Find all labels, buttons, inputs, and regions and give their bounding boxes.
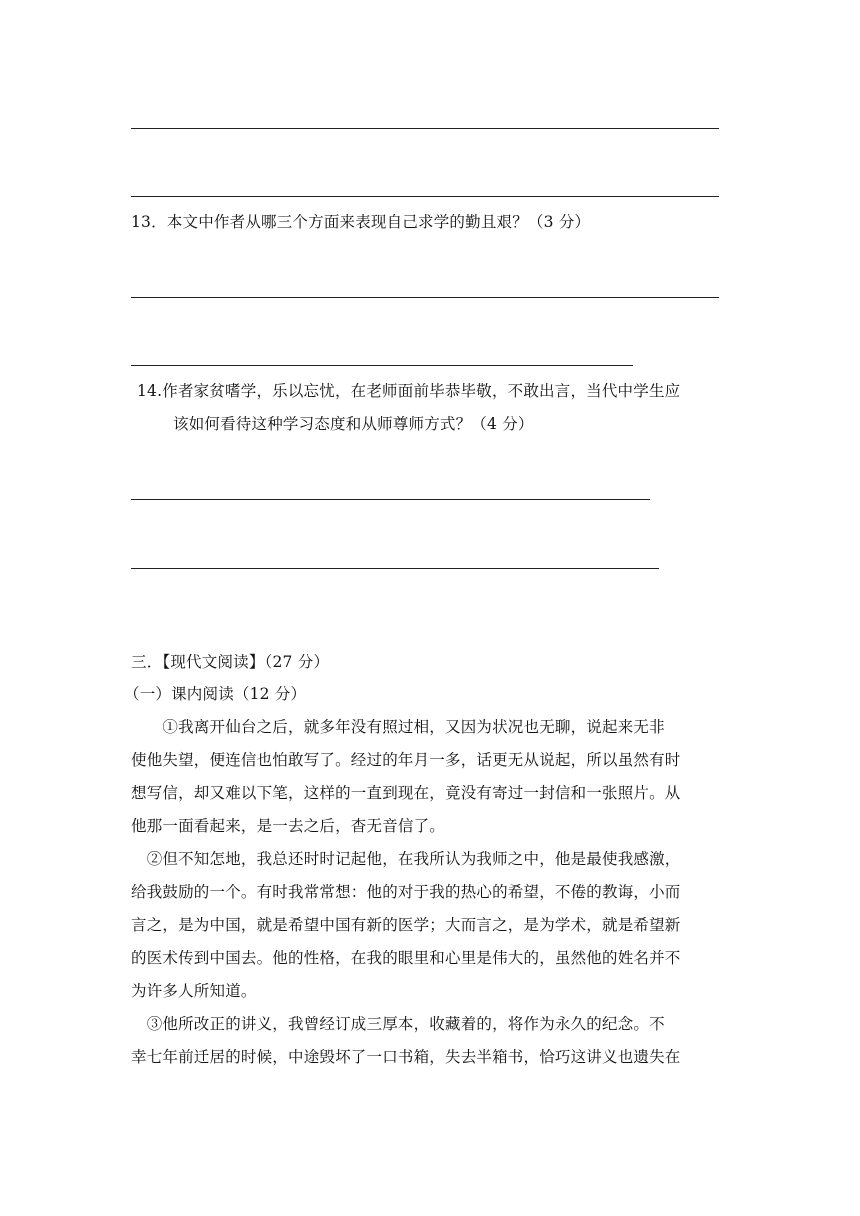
answer-line xyxy=(131,196,719,197)
passage-line: 为许多人所知道。 xyxy=(131,982,257,1000)
passage-line: 使他失望，便连信也怕敢写了。经过的年月一多，话更无从说起，所以虽然有时 xyxy=(131,751,681,769)
passage-line: ①我离开仙台之后，就多年没有照过相，又因为状况也无聊，说起来无非 xyxy=(131,718,665,736)
question-14-line-2: 该如何看待这种学习态度和从师尊师方式？（4 分） xyxy=(173,415,534,433)
section-subheading: （一）课内阅读（12 分） xyxy=(124,685,307,703)
passage-line: ②但不知怎地，我总还时时记起他，在我所认为我师之中，他是最使我感激， xyxy=(131,850,681,868)
answer-line xyxy=(131,297,719,298)
section-heading: 三．【现代文阅读】（27 分） xyxy=(131,653,330,671)
passage-line: 给我鼓励的一个。有时我常常想：他的对于我的热心的希望，不倦的教诲，小而 xyxy=(131,883,681,901)
passage-paragraph-3 xyxy=(131,1008,731,1074)
answer-line xyxy=(131,499,650,500)
passage-line: 幸七年前迁居的时候，中途毁坏了一口书箱，失去半箱书，恰巧这讲义也遗失在 xyxy=(131,1048,681,1066)
passage-paragraph-2 xyxy=(131,843,731,1008)
answer-line xyxy=(131,365,633,366)
answer-line xyxy=(131,128,719,129)
passage-line: ③他所改正的讲义，我曾经订成三厚本，收藏着的，将作为永久的纪念。不 xyxy=(131,1015,665,1033)
passage-paragraph-1 xyxy=(131,711,731,843)
passage-line: 想写信，却又难以下笔，这样的一直到现在，竟没有寄过一封信和一张照片。从 xyxy=(131,784,681,802)
passage-line: 言之，是为中国，就是希望中国有新的医学；大而言之，是为学术，就是希望新 xyxy=(131,916,681,934)
passage-line: 的医术传到中国去。他的性格，在我的眼里和心里是伟大的，虽然他的姓名并不 xyxy=(131,949,681,967)
passage-line: 他那一面看起来，是一去之后，杳无音信了。 xyxy=(131,817,446,835)
question-13: 13．本文中作者从哪三个方面来表现自己求学的勤且艰？（3 分） xyxy=(131,213,591,231)
answer-line xyxy=(131,568,659,569)
question-14-line-1: 14.作者家贫嗜学，乐以忘忧，在老师面前毕恭毕敬，不敢出言，当代中学生应 xyxy=(137,382,681,400)
